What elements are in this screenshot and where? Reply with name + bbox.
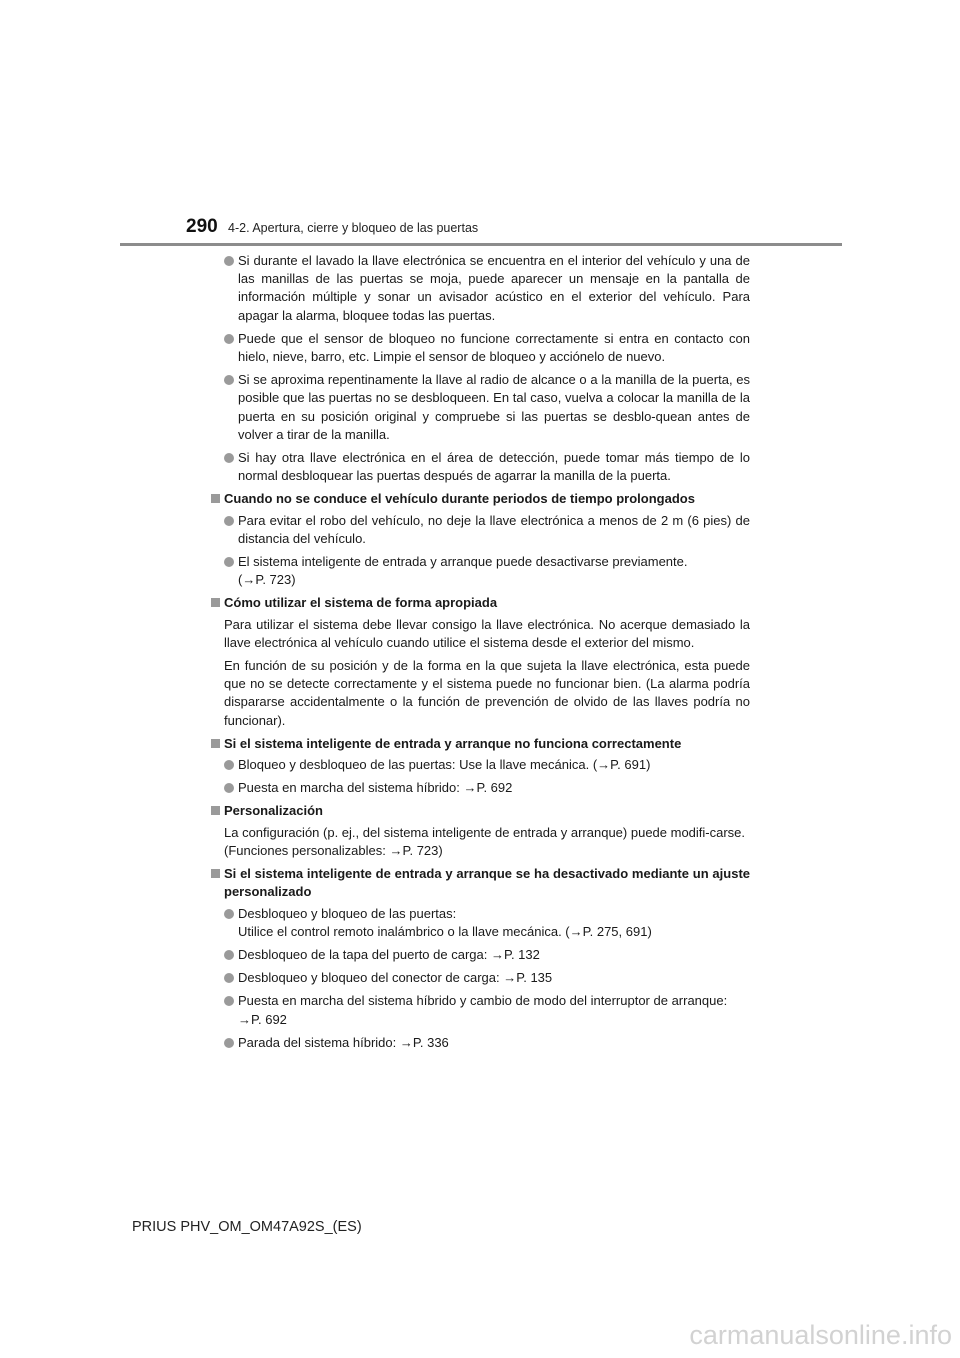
block-text: Si se aproxima repentinamente la llave al radio de alcance o a la manilla de la puerta, es posible que las puertas no se desbloqueen. En tal caso, vuelva a colocar la manilla de la puerta en su posición original y compruebe si las puertas se desblo-quean antes de volver a tirar de la manilla. <box>238 372 750 442</box>
bullet-item <box>210 756 750 774</box>
heading-square-icon <box>211 806 220 815</box>
block-text: Cuando no se conduce el vehículo durante periodos de tiempo prolongados <box>224 491 695 507</box>
paragraph <box>210 657 750 730</box>
section-heading <box>210 802 750 820</box>
section-heading <box>210 735 750 753</box>
heading-square-icon <box>211 869 220 878</box>
bullet-item <box>210 946 750 964</box>
bullet-item <box>210 252 750 325</box>
bullet-dot-icon <box>224 783 234 793</box>
block-text: Si el sistema inteligente de entrada y arranque se ha desactivado mediante un ajuste personalizado <box>224 866 750 900</box>
content <box>210 252 750 1057</box>
block-text: Puesta en marcha del sistema híbrido: →P. 692 <box>238 780 513 796</box>
bullet-dot-icon <box>224 996 234 1006</box>
bullet-dot-icon <box>224 557 234 567</box>
header-rule <box>120 243 842 246</box>
section-heading <box>210 865 750 901</box>
bullet-dot-icon <box>224 973 234 983</box>
heading-square-icon <box>211 598 220 607</box>
block-text: Desbloqueo de la tapa del puerto de carga: →P. 132 <box>238 946 540 962</box>
text-line: Utilice el control remoto inalámbrico o la llave mecánica. (→P. 275, 691) <box>238 923 652 939</box>
block-text: Si hay otra llave electrónica en el área de detección, puede tomar más tiempo de lo normal desbloquear las puertas después de agarrar la manilla de la puerta. <box>238 450 750 484</box>
block-text: Personalización <box>224 803 323 819</box>
bullet-item <box>210 449 750 485</box>
bullet-item <box>210 330 750 366</box>
bullet-item <box>210 992 750 1028</box>
bullet-dot-icon <box>224 375 234 385</box>
bullet-dot-icon <box>224 760 234 770</box>
block-text: Si el sistema inteligente de entrada y arranque no funciona correctamente <box>224 735 682 751</box>
bullet-dot-icon <box>224 256 234 266</box>
bullet-dot-icon <box>224 909 234 919</box>
block-text: Si durante el lavado la llave electrónica se encuentra en el interior del vehículo y una de las manillas de las puertas se moja, puede aparecer un mensaje en la pantalla de información múltiple y sonar un avisador acústico en el exterior del vehículo. Para apagar la alarma, bloquee todas las puertas. <box>238 253 750 323</box>
block-text: Parada del sistema híbrido: →P. 336 <box>238 1034 449 1050</box>
section-title: 4-2. Apertura, cierre y bloqueo de las puertas <box>228 221 479 235</box>
bullet-dot-icon <box>224 453 234 463</box>
text-line: →P. 692 <box>238 1011 287 1027</box>
watermark: carmanualsonline.info <box>689 1320 952 1350</box>
block-text: Puede que el sensor de bloqueo no funcione correctamente si entra en contacto con hielo, nieve, barro, etc. Limpie el sensor de bloqueo y acciónelo de nuevo. <box>238 330 750 365</box>
bullet-item <box>210 512 750 548</box>
block-text: Para evitar el robo del vehículo, no deje la llave electrónica a menos de 2 m (6 pies) de distancia del vehículo. <box>238 512 750 546</box>
section-heading <box>210 594 750 612</box>
page-number: 290 <box>186 216 218 237</box>
text-line: (Funciones personalizables: →P. 723) <box>224 842 443 858</box>
block-text: Desbloqueo y bloqueo del conector de carga: →P. 135 <box>238 970 553 986</box>
text-line: Puesta en marcha del sistema híbrido y cambio de modo del interruptor de arranque: <box>238 993 728 1009</box>
bullet-item <box>210 553 750 589</box>
block-text: En función de su posición y de la forma en la que sujeta la llave electrónica, esta puede que no se detecte correctamente y el sistema puede no funcionar bien. (La alarma podría dispararse accidentalmente o la función de prevención de olvido de las llaves podría no funcionar). <box>224 658 750 728</box>
block-text: Para utilizar el sistema debe llevar consigo la llave electrónica. No acerque demasiado la llave electrónica al vehículo cuando utilice el sistema desde el exterior del mismo. <box>224 616 750 650</box>
paragraph <box>210 824 750 860</box>
block-text: Cómo utilizar el sistema de forma apropiada <box>224 595 498 611</box>
text-line: La configuración (p. ej., del sistema inteligente de entrada y arranque) puede modifi-carse. <box>224 824 746 840</box>
bullet-item <box>210 1034 750 1052</box>
bullet-item <box>210 905 750 941</box>
text-line: Desbloqueo y bloqueo de las puertas: <box>238 905 457 921</box>
bullet-item <box>210 969 750 987</box>
paragraph <box>210 616 750 652</box>
text-line: (→P. 723) <box>238 572 296 588</box>
bullet-dot-icon <box>224 334 234 344</box>
bullet-item <box>210 779 750 797</box>
text-line: El sistema inteligente de entrada y arranque puede desactivarse previamente. <box>238 554 688 570</box>
section-heading <box>210 490 750 508</box>
heading-square-icon <box>211 739 220 748</box>
footer-doc-code: PRIUS PHV_OM_OM47A92S_(ES) <box>132 1219 362 1235</box>
heading-square-icon <box>211 494 220 503</box>
bullet-dot-icon <box>224 950 234 960</box>
bullet-dot-icon <box>224 516 234 526</box>
block-text: Bloqueo y desbloqueo de las puertas: Use la llave mecánica. (→P. 691) <box>238 757 651 773</box>
bullet-item <box>210 371 750 444</box>
bullet-dot-icon <box>224 1038 234 1048</box>
